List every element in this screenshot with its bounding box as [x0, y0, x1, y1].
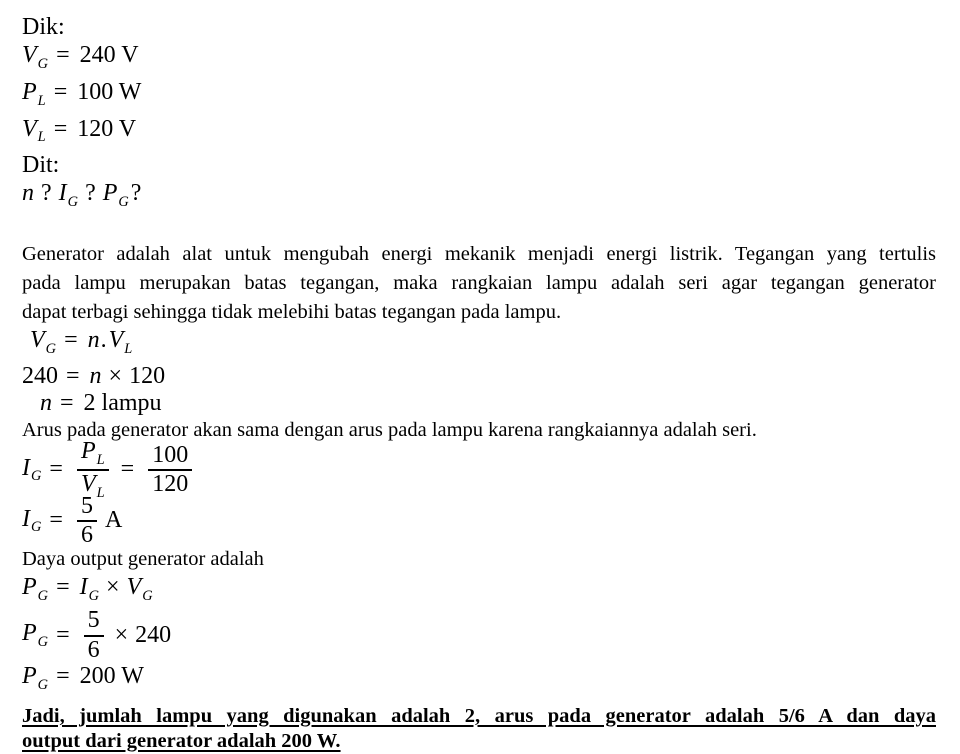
variable-symbol: n — [22, 180, 34, 207]
equation-ig-value — [22, 492, 936, 548]
equation-pg-calc — [22, 607, 936, 663]
variable-subscript: L — [96, 484, 105, 501]
variable-symbol: I — [22, 454, 30, 481]
multiply-sign: × — [108, 362, 123, 389]
equals-sign: = — [56, 42, 70, 68]
equals-sign: = — [56, 622, 70, 649]
variable-subscript: G — [37, 634, 49, 651]
variable-symbol: P — [22, 573, 37, 600]
fraction-denominator: 120 — [152, 470, 189, 497]
lhs — [22, 455, 41, 486]
multiply-sign: × — [106, 573, 120, 600]
equals-sign: = — [66, 362, 80, 389]
variable-symbol: V — [126, 573, 142, 600]
equation-pg-formula — [22, 573, 936, 610]
fraction-numerator: 100 — [148, 443, 192, 471]
given-value: 120 V — [77, 115, 137, 142]
asked-expression — [22, 179, 936, 216]
equals-sign: = — [60, 389, 74, 416]
current-note: Arus pada generator akan sama dengan arus pada lampu karena rangkaiannya adalah seri. — [22, 418, 757, 441]
asked-label: Dit: — [22, 152, 60, 179]
variable-subscript: G — [37, 587, 49, 604]
given-value: 100 W — [77, 78, 142, 105]
variable-subscript: L — [124, 340, 133, 357]
fraction-numerator: 5 — [77, 494, 97, 522]
variable-subscript: G — [37, 676, 49, 693]
variable-symbol: P — [22, 78, 37, 105]
fraction-5-6 — [77, 494, 97, 549]
variable-subscript: G — [31, 468, 42, 485]
fraction-numerator — [77, 439, 109, 471]
given-value: 240 V — [79, 42, 139, 68]
variable-symbol: P — [80, 437, 96, 464]
equation-n-lampu — [22, 390, 936, 417]
variable-symbol: P — [22, 620, 37, 647]
fraction-pl-vl — [77, 439, 109, 501]
variable-symbol: P — [22, 662, 37, 689]
variable-symbol: P — [102, 180, 118, 207]
result-value: 200 W — [79, 662, 144, 689]
unit-ampere: A — [104, 507, 123, 534]
variable-subscript: G — [37, 55, 49, 72]
conclusion-line: output dari generator adalah 200 W. — [22, 729, 341, 752]
variable-symbol: V — [108, 327, 124, 354]
conclusion-line: Jadi, jumlah lampu yang digunakan adalah 2, arus pada generator adalah 5/6 A dan daya — [22, 704, 936, 727]
variable-subscript: G — [67, 194, 79, 211]
variable-symbol: I — [79, 573, 88, 600]
fraction-numerator: 5 — [84, 608, 104, 636]
variable-symbol: V — [80, 470, 96, 497]
equals-sign: = — [53, 78, 68, 105]
fraction-denominator: 6 — [87, 636, 100, 663]
variable-subscript: G — [142, 587, 153, 604]
multiply-sign: × — [114, 622, 129, 649]
paragraph-line: Generator adalah alat untuk mengubah energi mekanik menjadi energi listrik. Tegangan yang tertulis — [22, 243, 936, 266]
lhs — [22, 620, 48, 651]
given-label: Dik: — [22, 14, 65, 40]
question-mark: ? — [41, 180, 52, 207]
variable-symbol: n — [89, 362, 102, 389]
fraction-denominator: 6 — [80, 521, 93, 548]
number: 240 — [22, 362, 58, 389]
question-mark: ? — [130, 180, 142, 207]
number: 240 — [135, 622, 172, 649]
variable-symbol: I — [58, 180, 67, 207]
power-note: Daya output generator adalah — [22, 547, 264, 570]
dot-operator: . — [100, 327, 107, 354]
paragraph-line: dapat terbagi sehingga tidak melebihi batas tegangan pada lampu. — [22, 301, 562, 324]
equals-sign: = — [49, 507, 63, 534]
variable-subscript: G — [45, 340, 57, 357]
equals-sign: = — [53, 115, 68, 142]
variable-symbol: n — [87, 327, 100, 354]
variable-symbol: I — [22, 505, 30, 532]
given-item-vl — [22, 115, 936, 152]
equation-240 — [22, 363, 936, 390]
variable-subscript: G — [31, 519, 42, 536]
equals-sign: = — [64, 327, 78, 354]
equation-pg-result — [22, 662, 936, 699]
variable-subscript: G — [118, 194, 129, 211]
lhs — [22, 506, 41, 537]
equation-vg-nvl — [22, 327, 936, 363]
variable-symbol: V — [30, 327, 45, 354]
variable-symbol: V — [22, 115, 37, 142]
variable-symbol: n — [40, 389, 52, 416]
equals-sign: = — [49, 456, 63, 483]
variable-subscript: L — [37, 92, 46, 109]
equals-sign: = — [56, 662, 70, 689]
result-value: 2 lampu — [83, 389, 162, 416]
paragraph-line: pada lampu merupakan batas tegangan, maka rangkaian lampu adalah seri agar tegangan generator — [22, 272, 936, 295]
given-item-vg — [22, 41, 936, 78]
equals-sign: = — [120, 456, 135, 483]
variable-subscript: G — [88, 587, 100, 604]
variable-symbol: V — [22, 42, 37, 68]
given-item-pl — [22, 78, 936, 115]
fraction-100-120 — [148, 443, 192, 498]
equals-sign: = — [56, 573, 70, 600]
question-mark: ? — [85, 180, 96, 207]
number: 120 — [129, 362, 166, 389]
fraction-5-6 — [84, 608, 104, 663]
variable-subscript: L — [96, 451, 105, 468]
equation-ig-fractions — [22, 437, 936, 501]
conclusion — [22, 704, 936, 754]
explanation-paragraph — [22, 240, 936, 327]
variable-subscript: L — [37, 129, 46, 146]
